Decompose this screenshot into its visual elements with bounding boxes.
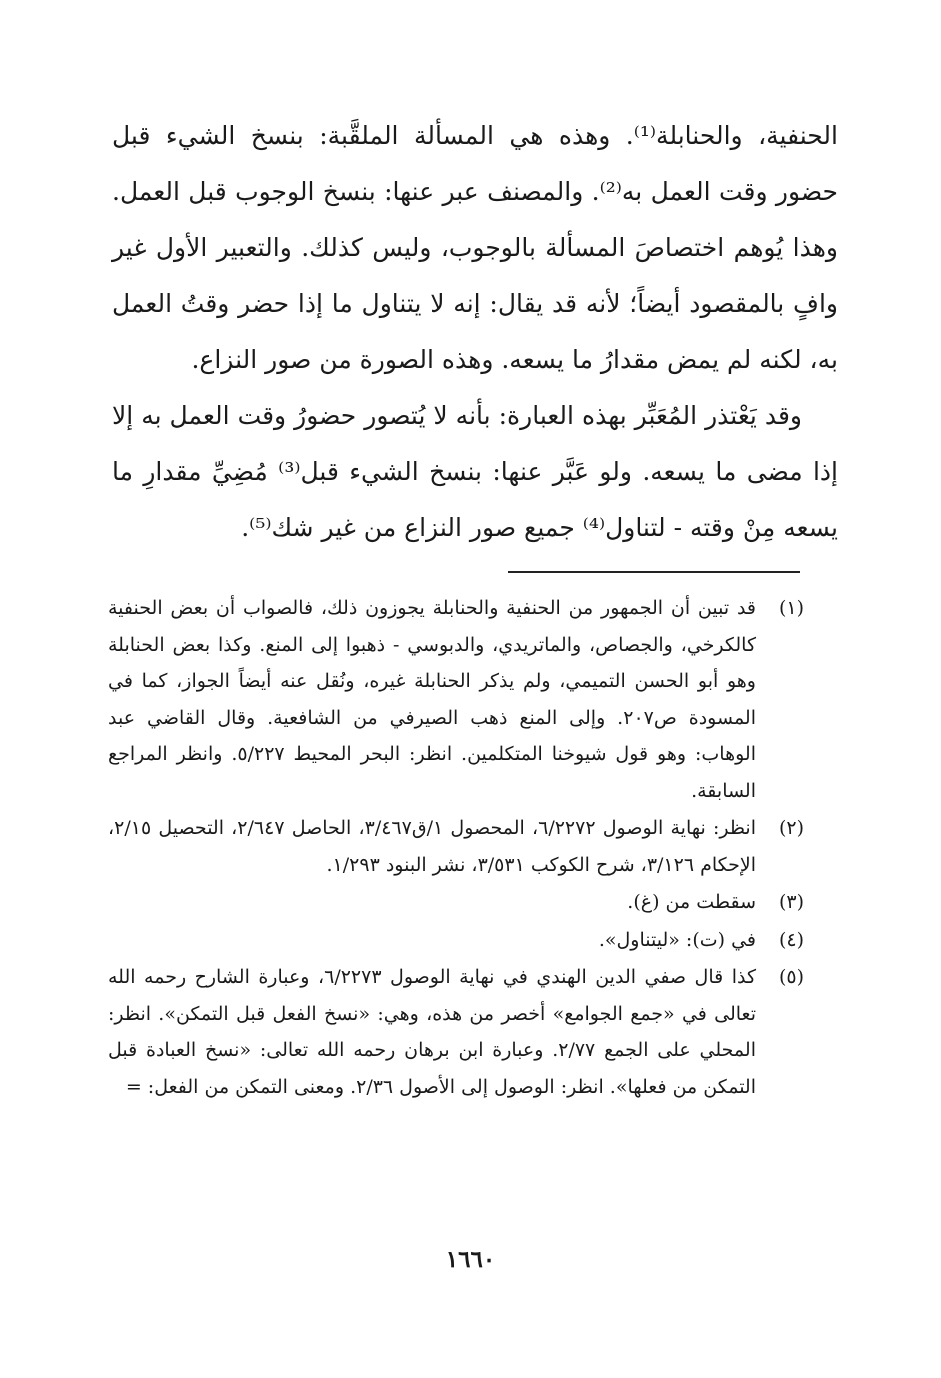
footnote-5	[108, 959, 804, 1105]
page-number: ١٦٦٠	[445, 1246, 496, 1273]
footnote-2	[108, 810, 804, 883]
footnote-4	[108, 922, 804, 959]
footnote-1	[108, 590, 804, 809]
footnote-divider	[508, 571, 800, 573]
footnote-text: انظر: نهاية الوصول ٦/٢٢٧٢، المحصول ١/ق٣/٤٦٧، الحاصل ٢/٦٤٧، التحصيل ٢/١٥، الإحكام ٣/١٢٦، شرح الكوكب ٣/٥٣١، نشر البنود ١/٢٩٣.	[108, 817, 757, 876]
footnote-number: (١)	[778, 597, 804, 619]
footnotes-section	[108, 590, 804, 1105]
footnote-number: (٤)	[778, 928, 804, 951]
footnote-3	[108, 884, 804, 921]
main-paragraph-2: وقد يَعْتذر المُعَبِّر بهذه العبارة: بأنه لا يُتصور حضورُ وقت العمل به إلا إذا مضى ما يسعه. ولو عَبَّر عنها: بنسخ الشيء قبل⁽³⁾ مُضِيِّ مقدارِ ما يسعه مِنْ وقته - لتناول⁽⁴⁾ جميع صور النزاع من غير شك⁽⁵⁾.	[112, 401, 838, 542]
footnote-text: سقطت من (غ).	[627, 891, 756, 913]
footnote-number: (٥)	[778, 966, 804, 988]
footnote-text: قد تبين أن الجمهور من الحنفية والحنابلة يجوزون ذلك، فالصواب أن بعض الحنفية كالكرخي، والجصاص، والماتريدي، والدبوسي - ذهبوا إلى المنع. وكذا بعض الحنابلة وهو أبو الحسن التميمي، ولم يذكر الحنابلة غيره، ونُقل عنه أيضاً الجواز، كما في المسودة ص٢٠٧. وإلى المنع ذهب الصيرفي من الشافعية. وقال القاضي عبد الوهاب: وهو قول شيوخنا المتكلمين. انظر: البحر المحيط ٥/٢٢٧. وانظر المراجع السابقة.	[108, 597, 756, 802]
footnote-text: كذا قال صفي الدين الهندي في نهاية الوصول ٦/٢٢٧٣، وعبارة الشارح رحمه الله تعالى في «جمع الجوامع» أخصر من هذه، وهي: «نسخ الفعل قبل التمكن». انظر: المحلي على الجمع ٢/٧٧. وعبارة ابن برهان رحمه الله تعالى: «نسخ العبادة قبل التمكن من فعلها». انظر: الوصول إلى الأصول ٢/٣٦. ومعنى التمكن من الفعل: =	[108, 966, 757, 1098]
footnote-number: (٢)	[778, 817, 804, 839]
main-paragraph-1: الحنفية، والحنابلة⁽¹⁾. وهذه هي المسألة الملقَّبة: بنسخ الشيء قبل حضور وقت العمل به⁽²⁾. والمصنف عبر عنها: بنسخ الوجوب قبل العمل. وهذا يُوهم اختصاصَ المسألة بالوجوب، وليس كذلك. والتعبير الأول غير وافٍ بالمقصود أيضاً؛ لأنه قد يقال: إنه لا يتناول ما إذا حضر وقتُ العمل به، لكنه لم يمض مقدارُ ما يسعه. وهذه الصورة من صور النزاع.	[112, 121, 838, 374]
footnote-text: في (ت): «ليتناول».	[598, 928, 756, 951]
footnote-number: (٣)	[778, 891, 804, 913]
main-text-body	[112, 108, 838, 556]
